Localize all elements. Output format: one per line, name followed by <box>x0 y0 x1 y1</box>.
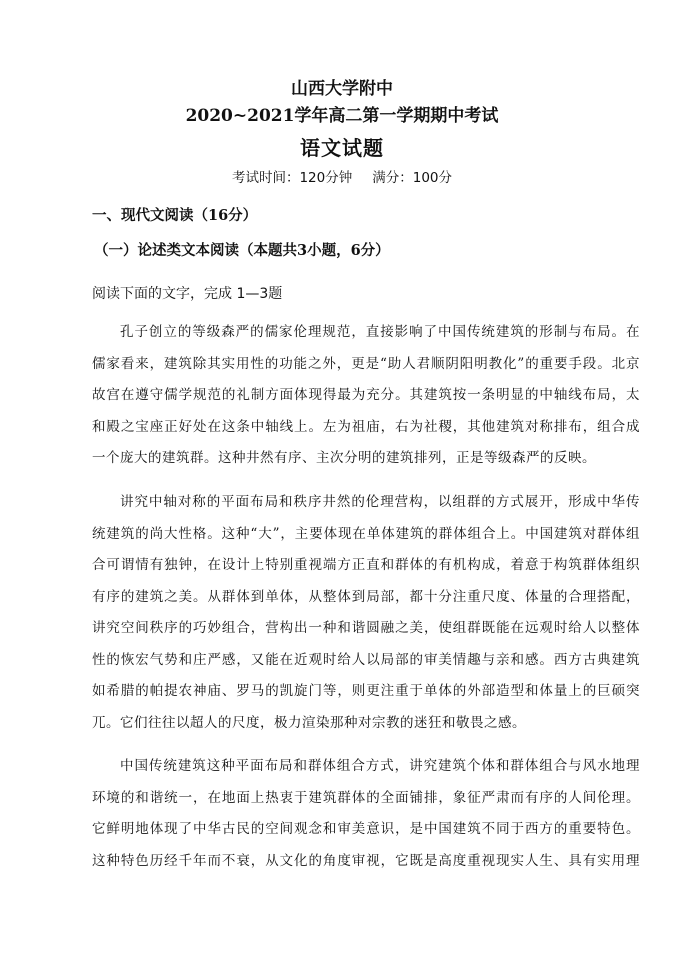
text-line: 兀。它们往往以超人的尺度，极力渲染那种对宗教的迷狂和敬畏之感。 <box>92 714 526 731</box>
text-line: 讲究中轴对称的平面布局和秩序井然的伦理营构，以组群的方式展开，形成中华传 <box>120 494 640 510</box>
text-line: 这种特色历经千年而不衰，从文化的角度审视，它既是高度重视现实人生、具有实用理 <box>92 852 640 869</box>
school-name: 山西大学附中 <box>291 79 393 99</box>
passage-paragraph-2 <box>92 487 640 739</box>
text-line: 孔子创立的等级森严的儒家伦理规范，直接影响了中国传统建筑的形制与布局。在 <box>120 324 640 340</box>
subject-title: 语文试题 <box>300 136 384 160</box>
text-line: 如希腊的帕提农神庙、罗马的凯旋门等，则更注重于单体的外部造型和体量上的巨硕突 <box>92 683 640 699</box>
text-line: 儒家看来，建筑除其实用性的功能之外，更是“助人君顺阴阳明教化”的重要手段。北京 <box>92 355 640 372</box>
exam-meta <box>0 166 684 186</box>
text-line: 统建筑的尚大性格。这种“大”，主要体现在单体建筑的群体组合上。中国建筑对群体组 <box>92 525 640 542</box>
text-line: 它鲜明地体现了中华古民的空间观念和审美意识，是中国建筑不同于西方的重要特色。 <box>92 821 640 837</box>
exam-time: 考试时间：120分钟 <box>231 170 353 186</box>
text-line: 性的恢宏气势和庄严感，又能在近观时给人以局部的审美情趣与亲和感。西方古典建筑 <box>92 651 640 668</box>
text-line: 合可谓情有独钟，在设计上特别重视端方正直和群体的有机构成，着意于构筑群体组织 <box>92 557 640 573</box>
reading-instruction: 阅读下面的文字，完成 1—3题 <box>92 286 283 302</box>
exam-title: 2020~2021学年高二第一学期期中考试 <box>185 106 499 126</box>
subsection-heading: （一）论述类文本阅读（本题共3小题，6分） <box>94 242 390 259</box>
text-line: 讲究空间秩序的巧妙组合，营构出一种和谐圆融之美，使组群既能在远观时给人以整体 <box>92 620 640 636</box>
text-line: 和殿之宝座正好处在这条中轴线上。左为祖庙，右为社稷，其他建筑对称排布，组合成 <box>92 418 640 435</box>
text-line: 有序的建筑之美。从群体到单体，从整体到局部，都十分注重尺度、体量的合理搭配， <box>92 588 640 605</box>
text-line: 故宫在遵守儒学规范的礼制方面体现得最为充分。其建筑按一条明显的中轴线布局，太 <box>92 387 640 403</box>
section-heading: 一、现代文阅读（16分） <box>92 207 258 224</box>
exam-score: 满分：100分 <box>372 170 453 186</box>
text-line: 一个庞大的建筑群。这种井然有序、主次分明的建筑排列，正是等级森严的反映。 <box>92 450 596 466</box>
text-line: 中国传统建筑这种平面布局和群体组合方式，讲究建筑个体和群体组合与风水地理 <box>120 758 640 774</box>
passage-paragraph-1 <box>92 317 640 475</box>
text-line: 环境的和谐统一，在地面上热衷于建筑群体的全面铺排，象征严肃而有序的人间伦理。 <box>92 789 640 806</box>
passage-paragraph-3 <box>92 751 640 877</box>
